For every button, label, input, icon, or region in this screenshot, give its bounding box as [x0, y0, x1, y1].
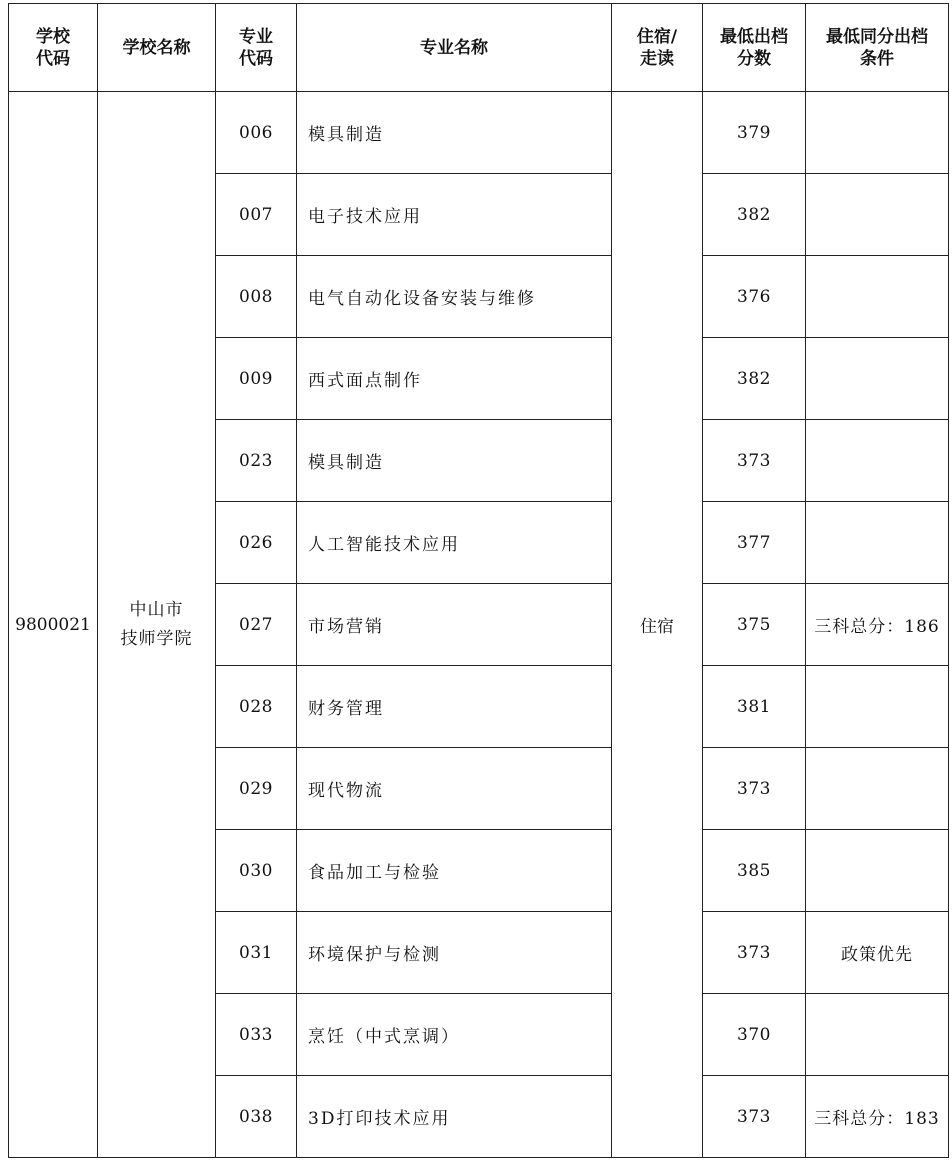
min-score-cell: 373: [703, 748, 806, 830]
min-score-cell: 379: [703, 92, 806, 174]
tie-condition-cell: [806, 748, 949, 830]
min-score-cell: 375: [703, 584, 806, 666]
major-name-cell: 烹饪（中式烹调）: [297, 994, 612, 1076]
major-code-cell: 033: [216, 994, 297, 1076]
major-code-cell: 031: [216, 912, 297, 994]
tie-condition-cell: [806, 256, 949, 338]
header-school-code: 学校 代码: [9, 4, 98, 92]
min-score-cell: 382: [703, 174, 806, 256]
accommodation-cell: 住宿: [612, 92, 703, 1158]
tie-condition-cell: [806, 174, 949, 256]
school-code-cell: 9800021: [9, 92, 98, 1158]
tie-condition-cell: [806, 92, 949, 174]
major-name-cell: 食品加工与检验: [297, 830, 612, 912]
major-code-cell: 030: [216, 830, 297, 912]
tie-condition-cell: [806, 502, 949, 584]
major-name-cell: 环境保护与检测: [297, 912, 612, 994]
min-score-cell: 373: [703, 912, 806, 994]
tie-condition-cell: 政策优先: [806, 912, 949, 994]
min-score-cell: 377: [703, 502, 806, 584]
major-code-cell: 009: [216, 338, 297, 420]
min-score-cell: 382: [703, 338, 806, 420]
tie-condition-cell: 三科总分：183: [806, 1076, 949, 1158]
min-score-cell: 373: [703, 1076, 806, 1158]
min-score-cell: 373: [703, 420, 806, 502]
header-row: [9, 4, 949, 92]
major-name-cell: 人工智能技术应用: [297, 502, 612, 584]
major-name-cell: 模具制造: [297, 420, 612, 502]
header-major-name: 专业名称: [297, 4, 612, 92]
header-school-name: 学校名称: [98, 4, 216, 92]
min-score-cell: 385: [703, 830, 806, 912]
major-code-cell: 038: [216, 1076, 297, 1158]
major-name-cell: 市场营销: [297, 584, 612, 666]
major-code-cell: 008: [216, 256, 297, 338]
header-major-code: 专业 代码: [216, 4, 297, 92]
min-score-cell: 376: [703, 256, 806, 338]
tie-condition-cell: 三科总分：186: [806, 584, 949, 666]
tie-condition-cell: [806, 994, 949, 1076]
school-name-cell: 中山市 技师学院: [98, 92, 216, 1158]
table-row: [9, 92, 949, 174]
major-name-cell: 电子技术应用: [297, 174, 612, 256]
major-name-cell: 模具制造: [297, 92, 612, 174]
tie-condition-cell: [806, 338, 949, 420]
tie-condition-cell: [806, 666, 949, 748]
major-code-cell: 027: [216, 584, 297, 666]
major-name-cell: 电气自动化设备安装与维修: [297, 256, 612, 338]
major-code-cell: 028: [216, 666, 297, 748]
major-code-cell: 023: [216, 420, 297, 502]
major-name-cell: 西式面点制作: [297, 338, 612, 420]
major-code-cell: 006: [216, 92, 297, 174]
major-code-cell: 007: [216, 174, 297, 256]
header-min-score: 最低出档 分数: [703, 4, 806, 92]
major-code-cell: 026: [216, 502, 297, 584]
major-name-cell: 现代物流: [297, 748, 612, 830]
major-name-cell: 3D打印技术应用: [297, 1076, 612, 1158]
major-code-cell: 029: [216, 748, 297, 830]
admission-score-table: [8, 3, 949, 1158]
major-name-cell: 财务管理: [297, 666, 612, 748]
tie-condition-cell: [806, 420, 949, 502]
tie-condition-cell: [806, 830, 949, 912]
header-tie-condition: 最低同分出档 条件: [806, 4, 949, 92]
min-score-cell: 370: [703, 994, 806, 1076]
header-accommodation: 住宿/ 走读: [612, 4, 703, 92]
min-score-cell: 381: [703, 666, 806, 748]
